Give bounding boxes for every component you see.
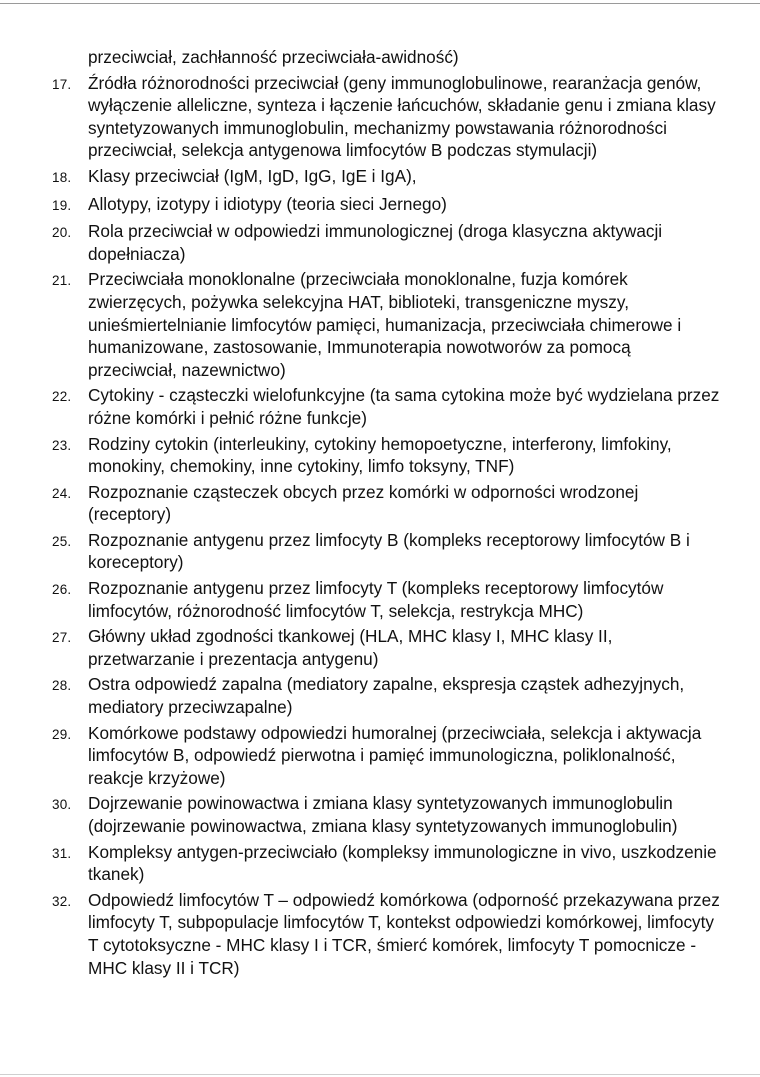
item-text: Odpowiedź limfocytów T – odpowiedź komórkowa (odporność przekazywana przez limfocyty T, subpopulacje limfocytów T, kontekst odpowiedzi komórkowej, limfocyty T cytotoksyczne - MHC klasy I i TCR, śmierć komórek, limfocyty T pomocnicze - MHC klasy II i TCR) [88,889,720,978]
list-item [52,193,722,218]
carryover-text: przeciwciał, zachłanność przeciwciała-awidność) [88,47,459,67]
item-number: 20. [52,225,72,241]
item-text: Klasy przeciwciał (IgM, IgD, IgG, IgE i IgA), [88,165,417,186]
item-number: 18. [52,169,72,185]
item-text: Źródła różnorodności przeciwciał (geny immunoglobulinowe, rearanżacja genów, wyłączenie alleliczne, synteza i łączenie łańcuchów, składanie genu i zmiana klasy syntetyzowanych immunoglobulin, mechanizmy powstawania różnorodności przeciwciał, selekcja antygenowa limfocytów B podczas stymulacji) [88,72,716,161]
list-item [52,577,722,622]
item-number: 32. [52,893,72,909]
topic-list [52,46,722,982]
item-number: 27. [52,630,72,646]
item-number: 23. [52,437,72,453]
list-item [52,220,722,265]
scan-bottom-edge [0,1074,760,1075]
list-item [52,72,722,162]
item-text: Komórkowe podstawy odpowiedzi humoralnej (przeciwciała, selekcja i aktywacja limfocytów B, odpowiedź pierwotna i pamięć immunologiczna, poliklonalność, reakcje krzyżowe) [88,722,702,788]
list-item [52,268,722,381]
item-number: 19. [52,197,72,213]
item-text: Główny układ zgodności tkankowej (HLA, MHC klasy I, MHC klasy II, przetwarzanie i prezentacja antygenu) [88,626,613,669]
list-item [52,384,722,429]
list-item [52,529,722,574]
item-number: 21. [52,273,72,289]
list-item [52,889,722,979]
item-text: Rodziny cytokin (interleukiny, cytokiny hemopoetyczne, interferony, limfokiny, monokiny, chemokiny, inne cytokiny, limfo toksyny, TNF) [88,433,672,477]
item-text: Rola przeciwciał w odpowiedzi immunologicznej (droga klasyczna aktywacji dopełniacza) [88,221,663,264]
item-number: 28. [52,678,72,694]
list-item [52,792,722,837]
list-item [52,841,722,886]
item-number: 31. [52,845,72,861]
scan-top-edge [0,3,760,4]
item-text: Rozpoznanie cząsteczek obcych przez komórki w odporności wrodzonej (receptory) [88,481,639,525]
item-number: 29. [52,726,72,742]
list-item [52,722,722,790]
list-item [52,481,722,526]
item-text: Rozpoznanie antygenu przez limfocyty T (kompleks receptorowy limfocytów limfocytów, różnorodność limfocytów T, selekcja, restrykcja MHC) [88,578,664,621]
item-text: Kompleksy antygen-przeciwciało (kompleksy immunologiczne in vivo, uszkodzenie tkanek) [88,841,717,885]
item-number: 30. [52,797,72,813]
item-number: 22. [52,389,72,405]
item-text: Ostra odpowiedź zapalna (mediatory zapalne, ekspresja cząstek adhezyjnych, mediatory przeciwzapalne) [88,674,685,718]
list-item [52,165,722,190]
item-number: 24. [52,485,72,501]
item-number: 26. [52,582,72,598]
item-text: Cytokiny - cząsteczki wielofunkcyjne (ta sama cytokina może być wydzielana przez różne komórki i pełnić różne funkcje) [88,385,720,428]
list-item [52,673,722,718]
item-text: Rozpoznanie antygenu przez limfocyty B (kompleks receptorowy limfocytów B i koreceptory) [88,529,690,573]
item-number: 17. [52,76,72,92]
item-text: Dojrzewanie powinowactwa i zmiana klasy syntetyzowanych immunoglobulin (dojrzewanie powinowactwa, zmiana klasy syntetyzowanych immunoglobulin) [88,793,678,836]
list-item [52,625,722,670]
list-item [52,433,722,478]
item-text: Przeciwciała monoklonalne (przeciwciała monoklonalne, fuzja komórek zwierzęcych, pożywka selekcyjna HAT, biblioteki, transgeniczne myszy, unieśmiertelnianie limfocytów pamięci, humanizacja, przeciwciała chimerowe i humanizowane, zastosowanie, Immunoterapia nowotworów za pomocą przeciwciał, nazewnictwo) [88,269,682,380]
item-number: 25. [52,533,72,549]
item-text: Allotypy, izotypy i idiotypy (teoria sieci Jernego) [88,193,447,214]
